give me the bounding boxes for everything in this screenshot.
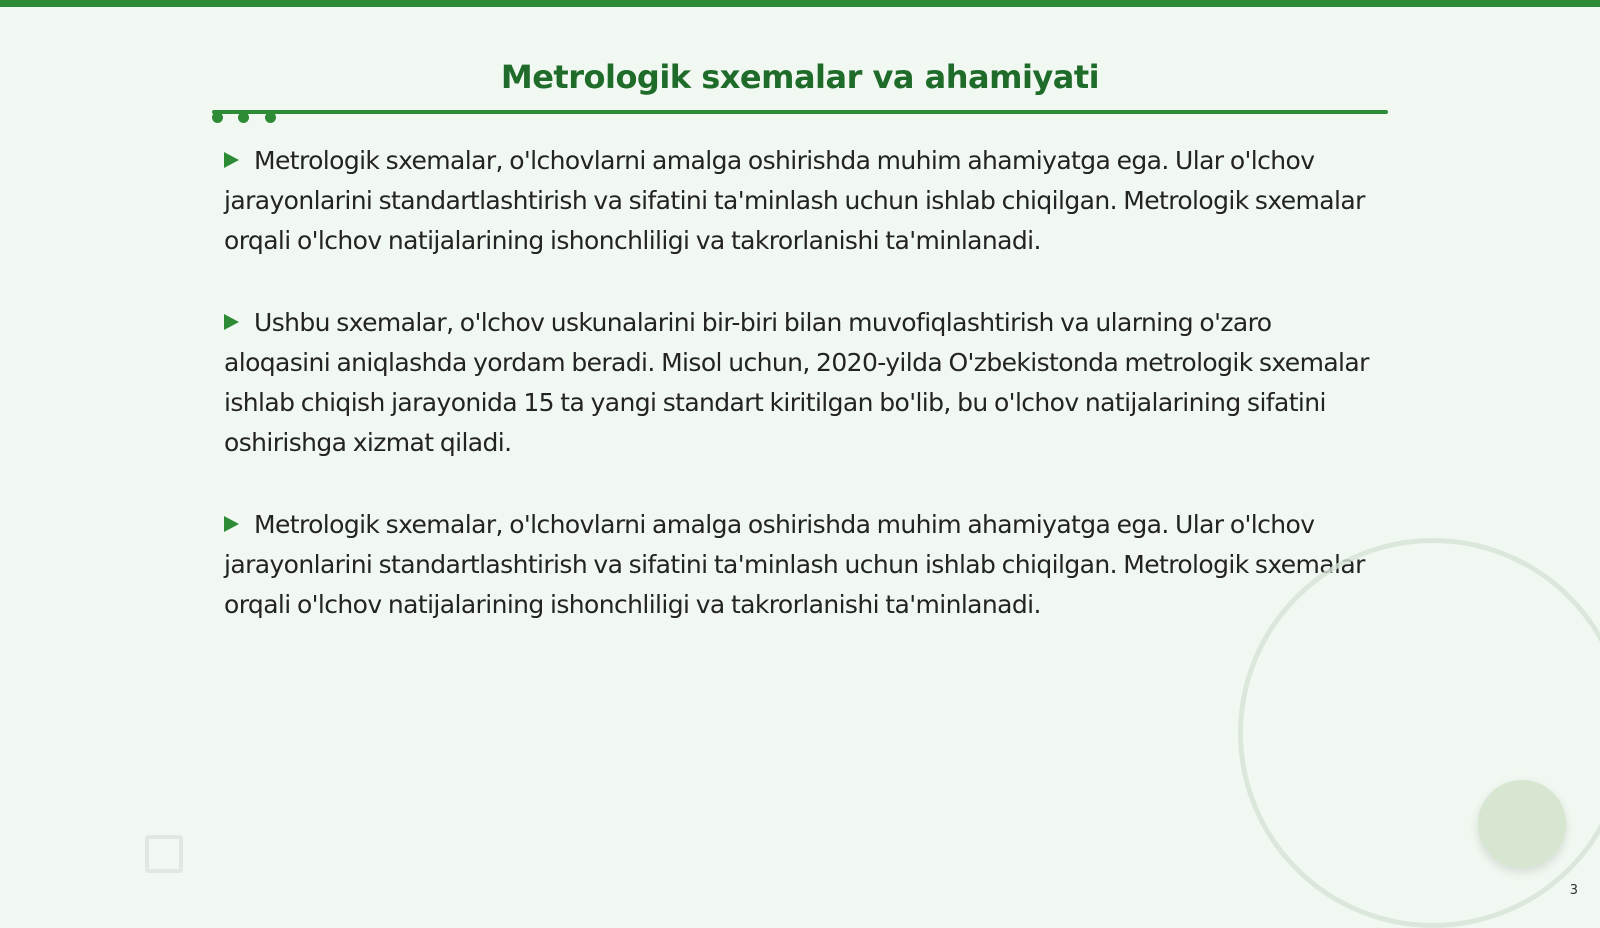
bullet-paragraph-3 bbox=[224, 505, 1374, 625]
decor-dot bbox=[212, 112, 223, 123]
paragraph-text: Ushbu sxemalar, o'lchov uskunalarini bir-biri bilan muvofiqlashtirish va ularning o'zaro aloqasini aniqlashda yordam beradi. Misol uchun, 2020-yilda O'zbekistonda metrologik sxemalar ishlab chiqish jarayonida 15 ta yangi standart kiritilgan bo'lib, bu o'lchov natijalarining sifatini oshirishga xizmat qiladi. bbox=[224, 308, 1369, 457]
paragraph-text: Metrologik sxemalar, o'lchovlarni amalga oshirishda muhim ahamiyatga ega. Ular o'lchov jarayonlarini standartlashtirish va sifatini ta'minlash uchun ishlab chiqilgan. Metrologik sxemalar orqali o'lchov natijalarining ishonchliligi va takrorlanishi ta'minlanadi. bbox=[224, 146, 1365, 255]
decorative-square bbox=[145, 835, 183, 873]
page-number: 3 bbox=[1569, 883, 1578, 898]
decorative-circle bbox=[1478, 780, 1566, 868]
title-underline bbox=[212, 110, 1388, 114]
triangle-bullet-icon bbox=[224, 516, 239, 532]
triangle-bullet-icon bbox=[224, 314, 239, 330]
bullet-paragraph-2 bbox=[224, 303, 1374, 463]
decor-dot bbox=[265, 112, 276, 123]
top-accent-bar bbox=[0, 0, 1600, 7]
decorative-ring bbox=[1238, 538, 1600, 928]
slide-body bbox=[224, 141, 1374, 667]
bullet-paragraph-1 bbox=[224, 141, 1374, 261]
decor-dot bbox=[238, 112, 249, 123]
triangle-bullet-icon bbox=[224, 152, 239, 168]
slide-title: Metrologik sxemalar va ahamiyati bbox=[500, 58, 1100, 96]
title-dots-decoration bbox=[212, 112, 282, 126]
paragraph-text: Metrologik sxemalar, o'lchovlarni amalga oshirishda muhim ahamiyatga ega. Ular o'lchov jarayonlarini standartlashtirish va sifatini ta'minlash uchun ishlab chiqilgan. Metrologik sxemalar orqali o'lchov natijalarining ishonchliligi va takrorlanishi ta'minlanadi. bbox=[224, 510, 1365, 619]
